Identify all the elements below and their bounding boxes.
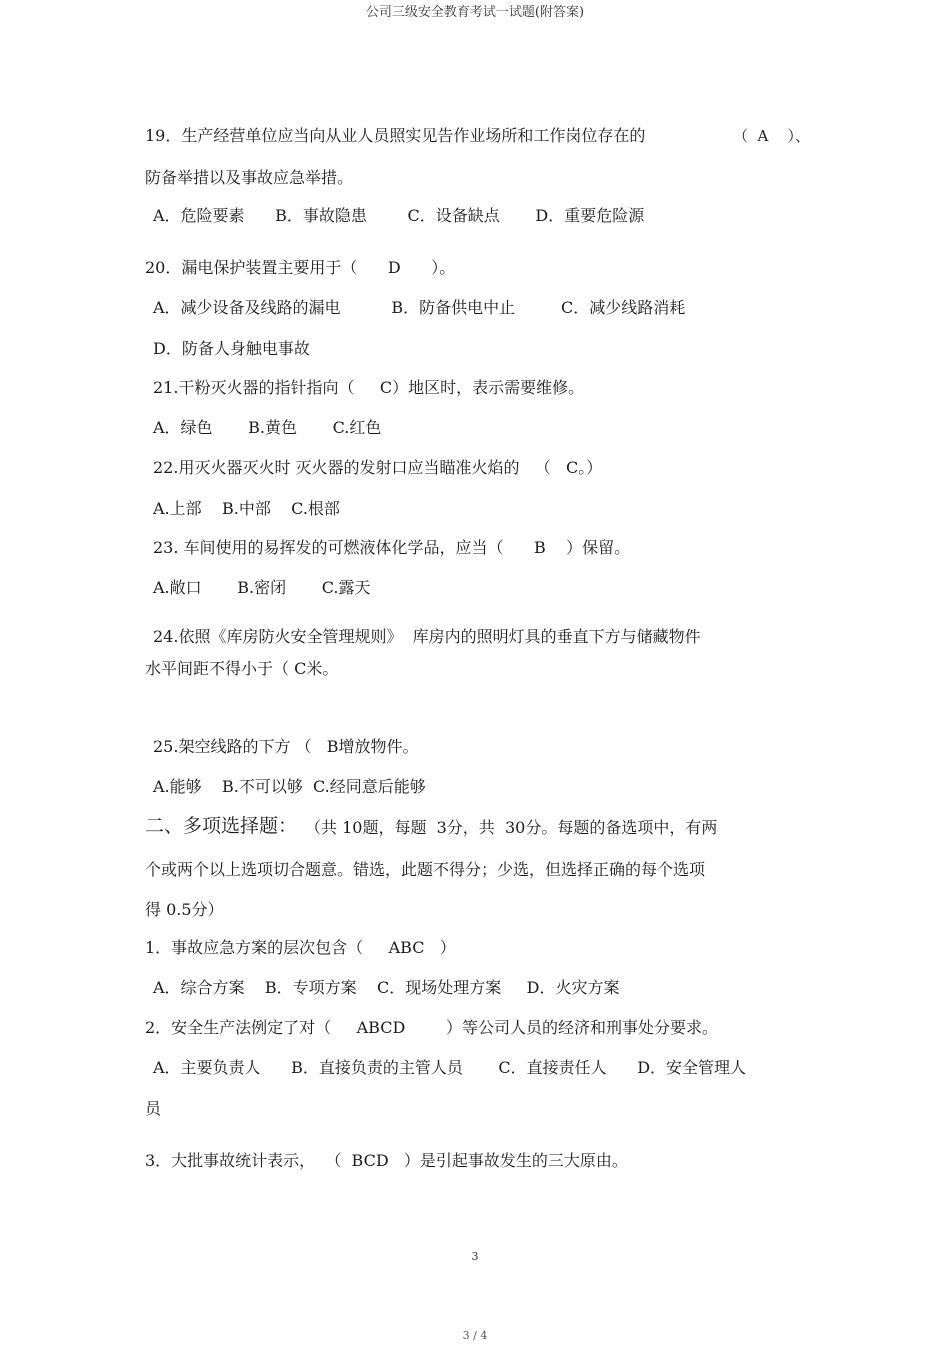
q25-stem: 25.架空线路的下方 （ B增放物件。: [153, 737, 419, 756]
q20-options-line2: D．防备人身触电事故: [153, 339, 310, 358]
m1-options: A．综合方案 B．专项方案 C．现场处理方案 D．火灾方案: [153, 978, 620, 997]
q19-answer: （ A ）、: [733, 127, 810, 145]
q24-line2: 水平间距不得小于（ C米。: [145, 659, 339, 678]
q21-stem: 21.干粉灭火器的指针指向（ C）地区时，表示需要维修。: [153, 378, 585, 397]
m2-options-line1: A．主要负责人 B．直接负责的主管人员 C．直接责任人 D．安全管理人: [153, 1058, 747, 1077]
page-number: 3: [471, 1250, 479, 1263]
section2-desc-line2: 个或两个以上选项切合题意。错选，此题不得分；少选，但选择正确的每个选项: [145, 860, 706, 879]
section2-title: 二、多项选择题：: [145, 815, 298, 837]
q19-options: A．危险要素 B．事故隐患 C．设备缺点 D．重要危险源: [153, 206, 645, 225]
m2-stem: 2．安全生产法例定了对（ ABCD ）等公司人员的经济和刑事处分要求。: [145, 1018, 718, 1037]
section2-desc-line3: 得 0.5分）: [145, 900, 224, 919]
q22-stem: 22.用灭火器灭火时 灭火器的发射口应当瞄准火焰的 （ C。）: [153, 458, 603, 477]
q21-options: A．绿色 B.黄色 C.红色: [153, 418, 382, 437]
m1-stem: 1．事故应急方案的层次包含（ ABC ）: [145, 938, 456, 957]
q23-options: A.敞口 B.密闭 C.露天: [153, 578, 371, 597]
q23-stem: 23. 车间使用的易挥发的可燃液体化学品，应当（ B ）保留。: [153, 538, 631, 557]
q19-continuation: 防备举措以及事故应急举措。: [145, 168, 354, 187]
m3-stem: 3．大批事故统计表示， （ BCD ）是引起事故发生的三大原由。: [145, 1151, 628, 1170]
q20-options-line1: A．减少设备及线路的漏电 B．防备供电中止 C．减少线路消耗: [153, 298, 686, 317]
q19-stem: 19．生产经营单位应当向从业人员照实见告作业场所和工作岗位存在的: [145, 126, 646, 145]
q24-line1: 24.依照《库房防火安全管理规则》 库房内的照明灯具的垂直下方与储藏物件: [153, 627, 701, 646]
q25-options: A.能够 B.不可以够 C.经同意后能够: [153, 777, 426, 796]
page-header: 公司三级安全教育考试一试题(附答案): [365, 5, 585, 20]
section2-desc-line1: （共 10题，每题 3分，共 30分。每题的备选项中，有两: [305, 818, 718, 837]
q22-options: A.上部 B.中部 C.根部: [153, 499, 340, 518]
q20-stem: 20．漏电保护装置主要用于（ D ）。: [145, 258, 456, 277]
m2-options-line2: 员: [145, 1099, 162, 1118]
page-footer: 3 / 4: [462, 1329, 488, 1342]
